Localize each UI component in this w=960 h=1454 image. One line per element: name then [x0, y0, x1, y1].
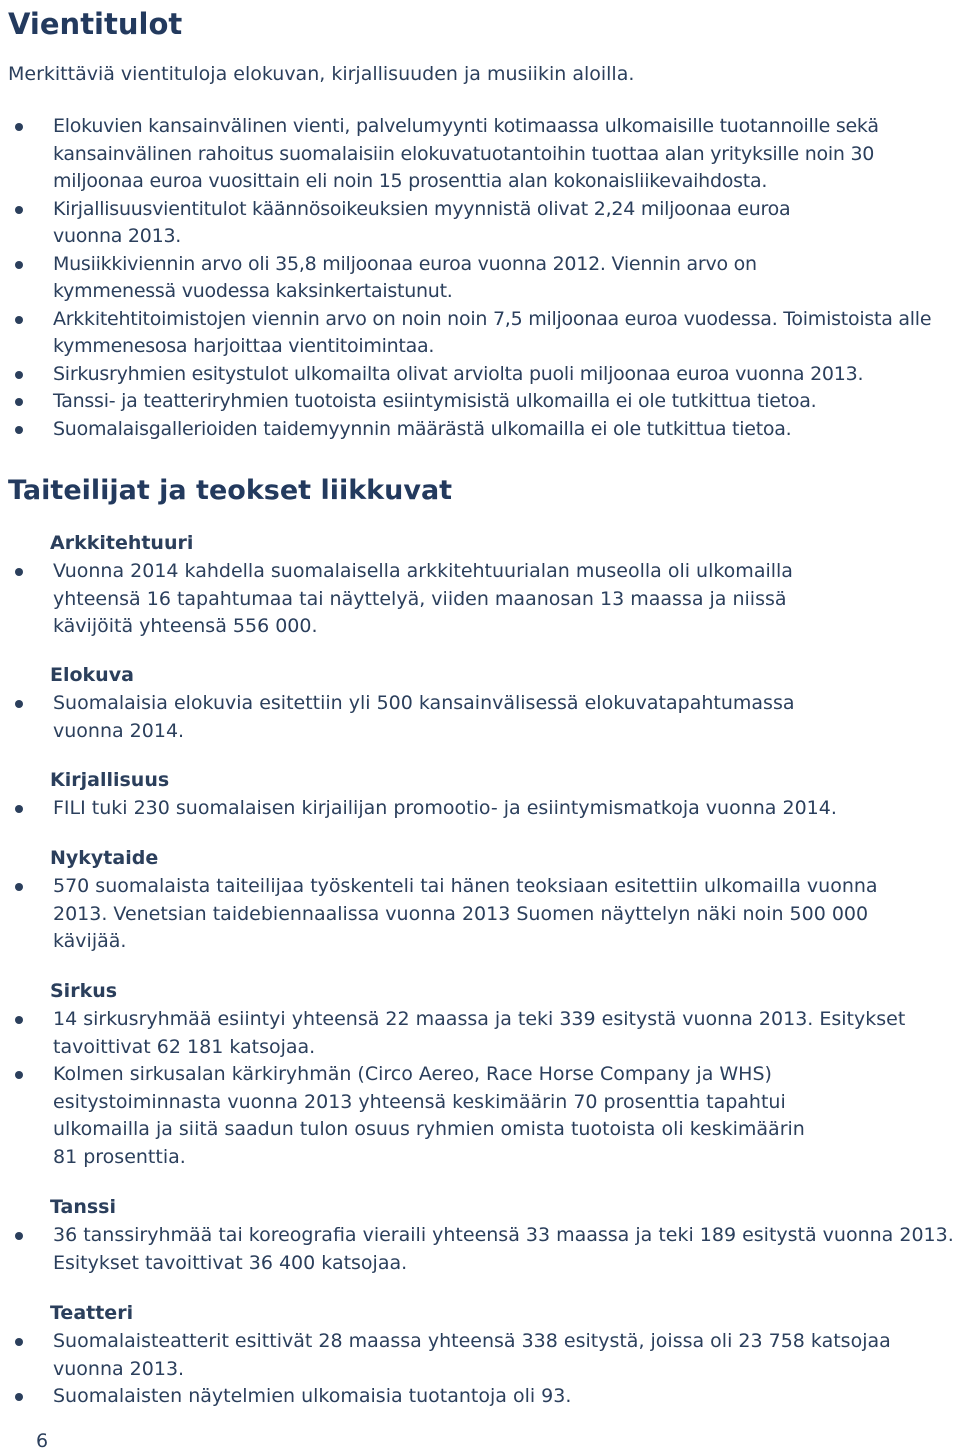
section-heading: Kirjallisuus	[50, 769, 170, 791]
section-list	[8, 873, 878, 956]
list-item: Suomalaisteatterit esittivät 28 maassa yhteensä 338 esitystä, joissa oli 23 758 katsojaa vuonna 2013.	[8, 1328, 960, 1383]
section-heading: Elokuva	[50, 664, 134, 686]
section-teatteri	[8, 1300, 960, 1411]
list-item: FILI tuki 230 suomalaisen kirjailijan promootio- ja esiintymismatkoja vuonna 2014.	[8, 795, 960, 823]
section-list	[8, 1328, 960, 1411]
page-number: 6	[36, 1430, 49, 1452]
section-list	[8, 1222, 960, 1277]
list-item: Sirkusryhmien esitystulot ulkomailta olivat arviolta puoli miljoonaa euroa vuonna 2013.	[8, 361, 960, 389]
list-item: Suomalaisten näytelmien ulkomaisia tuotantoja oli 93.	[8, 1383, 960, 1411]
section-heading: Arkkitehtuuri	[50, 532, 194, 554]
section-heading: Teatteri	[50, 1302, 134, 1324]
list-item: Musiikkiviennin arvo oli 35,8 miljoonaa euroa vuonna 2012. Viennin arvo on kymmenessä vuodessa kaksinkertaistunut.	[8, 251, 960, 306]
section-sirkus	[8, 978, 960, 1171]
list-item: Suomalaisgallerioiden taidemyynnin määrästä ulkomailla ei ole tutkittua tietoa.	[8, 416, 960, 444]
section-list	[8, 690, 848, 745]
list-item: 570 suomalaista taiteilijaa työskenteli tai hänen teoksiaan esitettiin ulkomailla vuonna 2013. Venetsian taidebiennaalissa vuonna 2013 Suomen näyttelyn näki noin 500 000 kävijää.	[8, 873, 878, 956]
section-list	[8, 1006, 960, 1171]
section-title: Taiteilijat ja teokset liikkuvat	[8, 475, 453, 506]
list-item: Tanssi- ja teatteriryhmien tuotoista esiintymisistä ulkomailla ei ole tutkittua tietoa.	[8, 388, 960, 416]
section-heading: Sirkus	[50, 980, 118, 1002]
section-heading: Nykytaide	[50, 847, 159, 869]
page-title: Vientitulot	[8, 7, 183, 41]
section-tanssi	[8, 1194, 960, 1277]
intro-text: Merkittäviä vientituloja elokuvan, kirjallisuuden ja musiikin aloilla.	[8, 63, 635, 85]
list-item: 36 tanssiryhmää tai koreografia vieraili yhteensä 33 maassa ja teki 189 esitystä vuonna 2013. Esitykset tavoittivat 36 400 katsojaa.	[8, 1222, 960, 1277]
list-item: Arkkitehtitoimistojen viennin arvo on noin noin 7,5 miljoonaa euroa vuodessa. Toimistoista alle kymmenesosa harjoittaa vientitoimintaa.	[8, 306, 960, 361]
section-list	[8, 795, 960, 823]
list-item: Kirjallisuusvientitulot käännösoikeuksien myynnistä olivat 2,24 miljoonaa euroa vuonna 2013.	[8, 196, 960, 251]
section-nykytaide	[8, 845, 960, 956]
section-elokuva	[8, 662, 960, 745]
section-list	[8, 558, 848, 641]
list-item: Suomalaisia elokuvia esitettiin yli 500 kansainvälisessä elokuvatapahtumassa vuonna 2014.	[8, 690, 848, 745]
list-item: Elokuvien kansainvälinen vienti, palvelumyynti kotimaassa ulkomaisille tuotannoille sekä kansainvälinen rahoitus suomalaisiin elokuvatuotantoihin tuottaa alan yrityksille noin 30 miljoonaa euroa vuosittain eli noin 15 prosenttia alan kokonaisliikevaihdosta.	[8, 113, 960, 196]
section-arkkitehtuuri	[8, 530, 960, 641]
list-item: 14 sirkusryhmää esiintyi yhteensä 22 maassa ja teki 339 esitystä vuonna 2013. Esitykset tavoittivat 62 181 katsojaa.	[8, 1006, 960, 1061]
list-item: Vuonna 2014 kahdella suomalaisella arkkitehtuurialan museolla oli ulkomailla yhteensä 16 tapahtumaa tai näyttelyä, viiden maanosan 13 maassa ja niissä kävijöitä yhteensä 556 000.	[8, 558, 848, 641]
section-heading: Tanssi	[50, 1196, 116, 1218]
list-item: Kolmen sirkusalan kärkiryhmän (Circo Aereo, Race Horse Company ja WHS) esitystoiminnasta vuonna 2013 yhteensä keskimäärin 70 prosenttia tapahtui ulkomailla ja siitä saadun tulon osuus ryhmien omista tuotoista oli keskimäärin 81 prosenttia.	[8, 1061, 960, 1171]
export-income-list	[8, 113, 960, 443]
section-kirjallisuus	[8, 767, 960, 823]
